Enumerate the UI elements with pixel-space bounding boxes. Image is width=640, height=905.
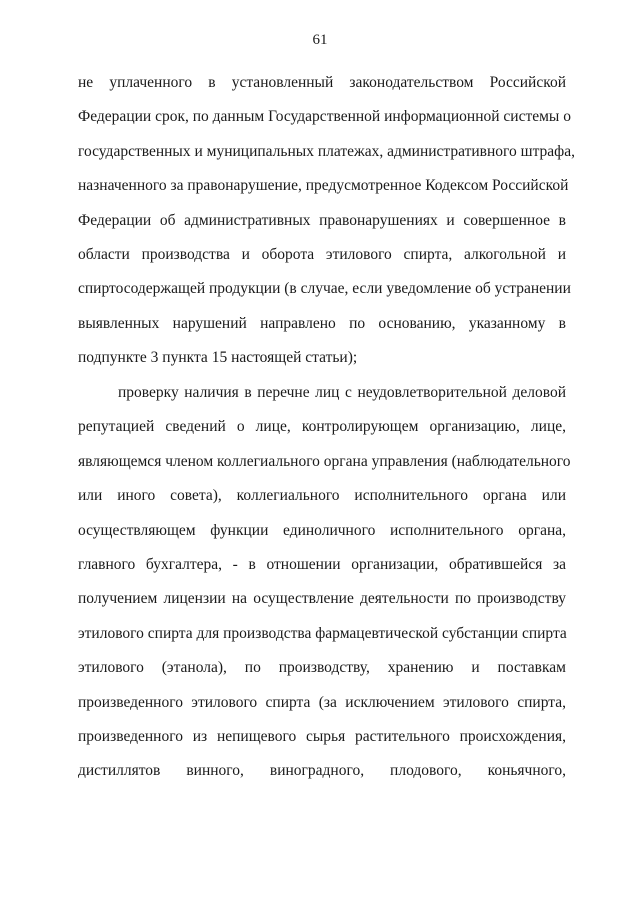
text-line: проверку наличия в перечне лиц с неудовлетворительной деловой — [118, 384, 566, 401]
text-line: или иного совета), коллегиального исполнительного органа или — [78, 487, 566, 505]
text-line: подпункте 3 пункта 15 настоящей статьи); — [78, 349, 358, 367]
page-number: 61 — [312, 32, 328, 48]
text-line: являющемся членом коллегиального органа управления (наблюдательного — [78, 452, 571, 470]
paragraph-continuation — [78, 73, 575, 383]
text-line: главного бухгалтера, - в отношении организации, обратившейся за — [78, 555, 566, 573]
text-line: произведенного из непищевого сырья растительного происхождения, — [78, 727, 566, 745]
text-line: спиртосодержащей продукции (в случае, если уведомление об устранении — [78, 280, 571, 298]
text-line: репутацией сведений о лице, контролирующем организацию, лице, — [78, 418, 566, 436]
text-line: не уплаченного в установленный законодательством Российской — [78, 74, 566, 91]
text-line: области производства и оборота этилового спирта, алкогольной и — [78, 245, 566, 263]
text-line: этилового (этанола), по производству, хранению и поставкам — [78, 659, 566, 677]
text-line: выявленных нарушений направлено по основанию, указанному в — [78, 314, 566, 332]
text-line: осуществляющем функции единоличного исполнительного органа, — [78, 521, 566, 539]
text-line: Федерации об административных правонарушениях и совершенное в — [78, 211, 566, 229]
text-line: этилового спирта для производства фармацевтической субстанции спирта — [78, 624, 567, 642]
text-line: государственных и муниципальных платежах, административного штрафа, — [78, 142, 575, 160]
text-line: получением лицензии на осуществление деятельности по производству — [78, 590, 566, 608]
text-line: Федерации срок, по данным Государственной информационной системы о — [78, 108, 571, 126]
paragraph-verification — [78, 383, 571, 796]
text-line: произведенного этилового спирта (за исключением этилового спирта, — [78, 693, 566, 711]
text-line: дистиллятов винного, виноградного, плодового, коньячного, — [78, 762, 566, 780]
text-line: назначенного за правонарушение, предусмотренное Кодексом Российской — [78, 177, 569, 195]
